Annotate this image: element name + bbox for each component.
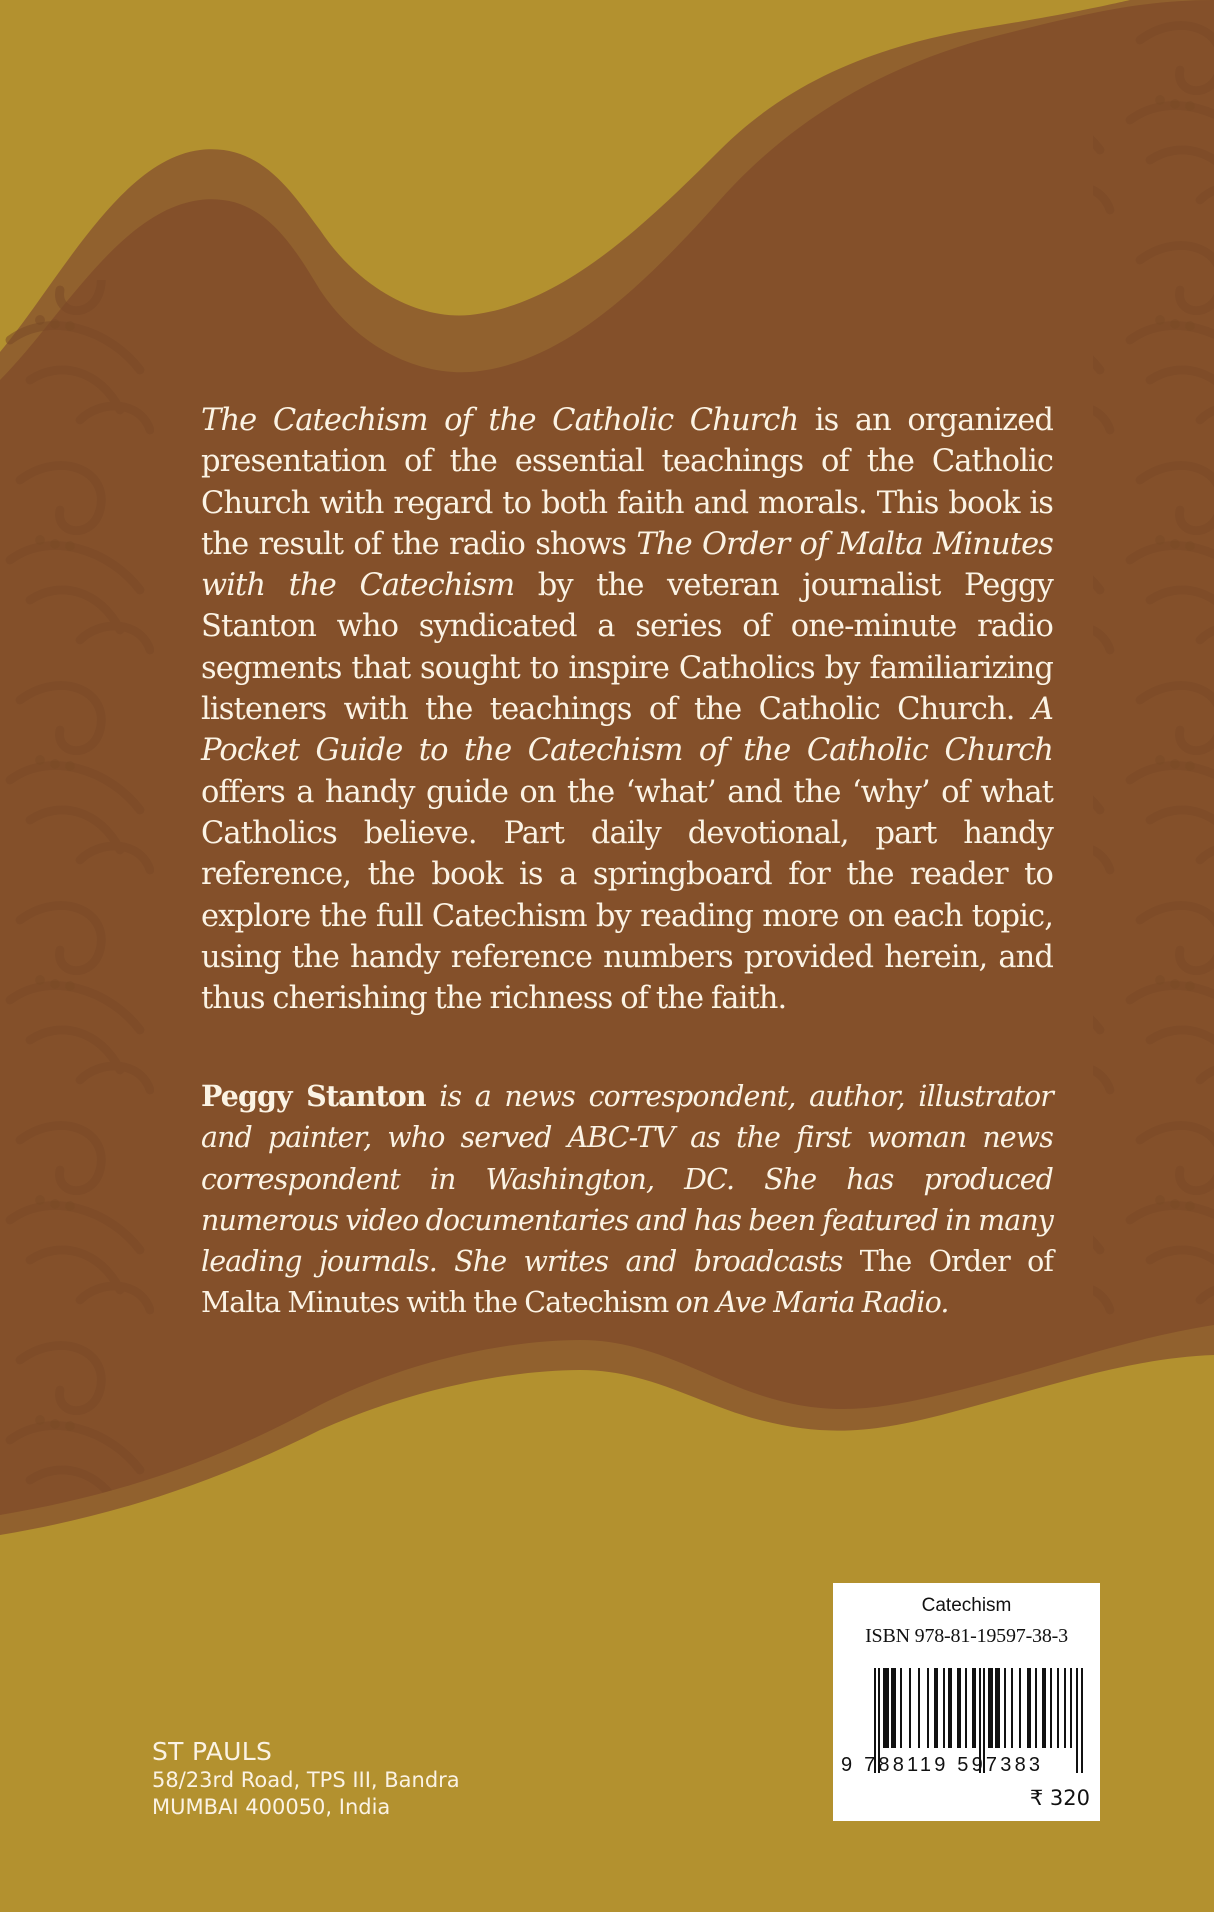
barcode-digits: 9 788119 597383 bbox=[841, 1754, 1044, 1776]
book-title: A Pocket Guide to the Catechism of the Catholic Church bbox=[201, 692, 1053, 769]
radio-show-title: The Order of Malta Minutes with the Catechism bbox=[201, 1245, 1053, 1320]
barcode-category: Catechism bbox=[921, 1595, 1012, 1616]
publisher-name: ST PAULS bbox=[152, 1737, 273, 1766]
radio-show-title: The Order of Malta Minutes with the Catechism bbox=[201, 526, 1053, 604]
isbn-text: ISBN 978-81-19597-38-3 bbox=[865, 1625, 1068, 1647]
publisher-address-line1: 58/23rd Road, TPS III, Bandra bbox=[152, 1768, 460, 1792]
publisher-address-line2: MUMBAI 400050, India bbox=[152, 1795, 391, 1819]
author-bio: Peggy Stanton is a news correspondent, author, illustrator and painter, who served ABC-TV as the first woman news correspondent in Washington, DC. She has produced numerous video documentaries and has been featured in many leading journals. She writes and broadcasts The Order of Malta Minutes with the Catechism on Ave Maria Radio. bbox=[201, 1079, 1054, 1320]
author-name: Peggy Stanton bbox=[201, 1079, 426, 1113]
publisher-info bbox=[152, 1737, 460, 1821]
barcode-label bbox=[833, 1583, 1100, 1821]
book-description: The Catechism of the Catholic Church is an organized presentation of the essential teachings of the Catholic Church with regard to both faith and morals. This book is the result of the radio shows The Order of Malta Minutes with the Catechism by the veteran journalist Peggy Stanton who syndicated a series of one-minute radio segments that sought to inspire Catholics by familiarizing listeners with the teachings of the Catholic Church. A Pocket Guide to the Catechism of the Catholic Church offers a handy guide on the ‘what’ and the ‘why’ of what Catholics believe. Part daily devotional, part handy reference, the book is a springboard for the reader to explore the full Catechism by reading more on each topic, using the handy reference numbers provided herein, and thus cherishing the richness of the faith. bbox=[201, 403, 1053, 1017]
price: ₹ 320 bbox=[1029, 1786, 1090, 1810]
catechism-title: The Catechism of the Catholic Church bbox=[201, 403, 799, 438]
